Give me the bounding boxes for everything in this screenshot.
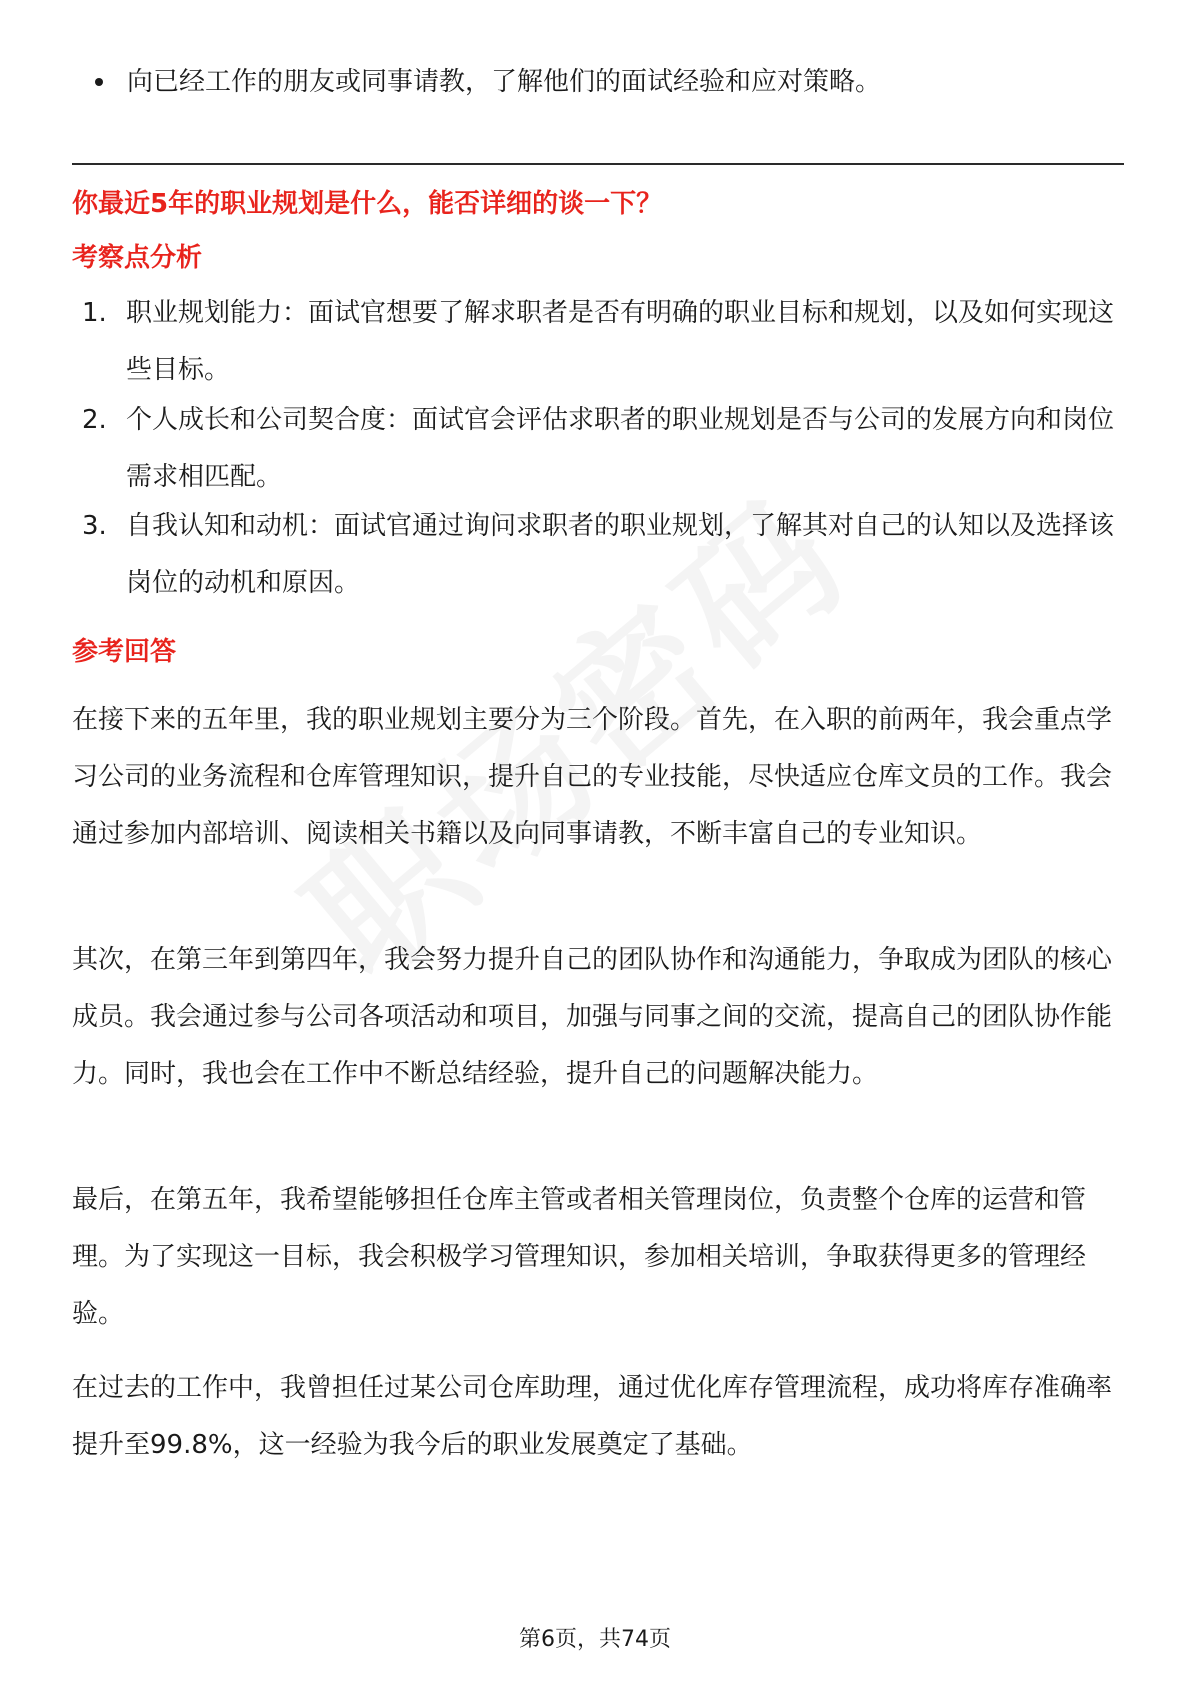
page-number: 第6页，共74页 <box>519 1627 671 1652</box>
answer-paragraph-4: 在过去的工作中，我曾担任过某公司仓库助理，通过优化库存管理流程，成功将库存准确率提升至99.8%，这一经验为我今后的职业发展奠定了基础。 <box>72 1373 1113 1460</box>
question-heading: 你最近5年的职业规划是什么，能否详细的谈一下？ <box>72 189 663 219</box>
bullet-icon <box>95 78 103 86</box>
answer-heading: 参考回答 <box>72 637 177 667</box>
item-text: 个人成长和公司契合度：面试官会评估求职者的职业规划是否与公司的发展方向和岗位需求相匹配。 <box>126 405 1115 492</box>
item-text: 自我认知和动机：面试官通过询问求职者的职业规划，了解其对自己的认知以及选择该岗位的动机和原因。 <box>126 511 1115 598</box>
item-number: 3. <box>82 511 107 541</box>
answer-paragraph-3: 最后，在第五年，我希望能够担任仓库主管或者相关管理岗位，负责整个仓库的运营和管理。为了实现这一目标，我会积极学习管理知识，参加相关培训，争取获得更多的管理经验。 <box>72 1185 1087 1329</box>
bullet-text: 向已经工作的朋友或同事请教，了解他们的面试经验和应对策略。 <box>127 67 882 97</box>
item-number: 2. <box>82 405 107 435</box>
answer-paragraph-2: 其次，在第三年到第四年，我会努力提升自己的团队协作和沟通能力，争取成为团队的核心成员。我会通过参与公司各项活动和项目，加强与同事之间的交流，提高自己的团队协作能力。同时，我也会在工作中不断总结经验，提升自己的问题解决能力。 <box>72 945 1113 1089</box>
item-number: 1. <box>82 298 107 328</box>
answer-paragraph-1: 在接下来的五年里，我的职业规划主要分为三个阶段。首先，在入职的前两年，我会重点学习公司的业务流程和仓库管理知识，提升自己的专业技能，尽快适应仓库文员的工作。我会通过参加内部培训、阅读相关书籍以及向同事请教，不断丰富自己的专业知识。 <box>72 705 1113 849</box>
divider <box>72 163 1124 165</box>
item-text: 职业规划能力：面试官想要了解求职者是否有明确的职业目标和规划，以及如何实现这些目标。 <box>126 298 1115 385</box>
analysis-heading: 考察点分析 <box>72 243 203 273</box>
